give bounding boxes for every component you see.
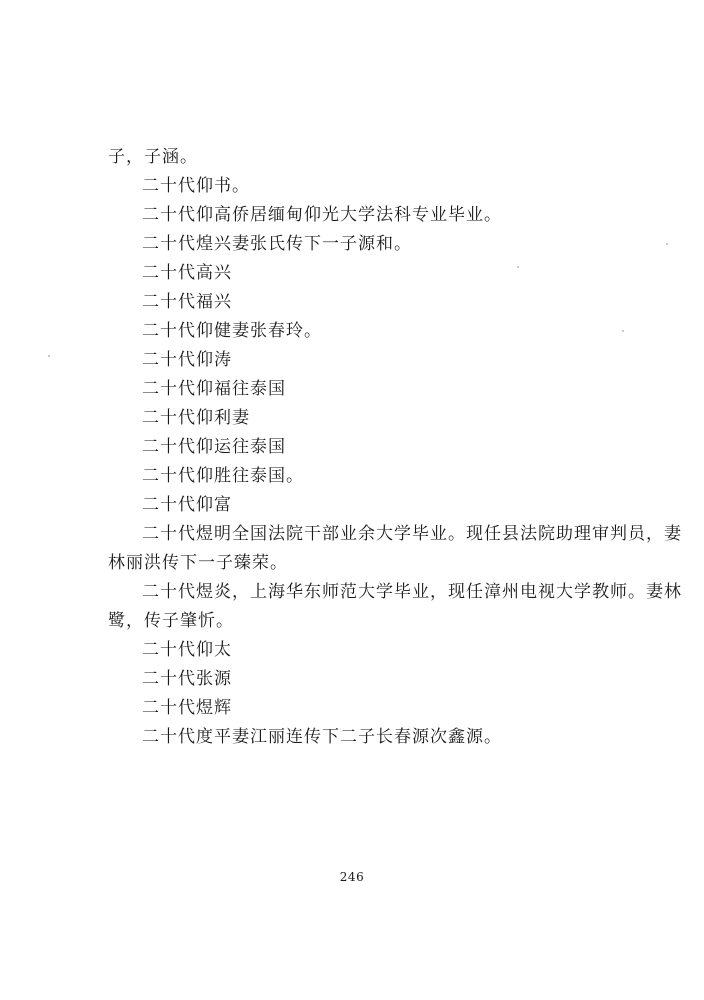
scan-speck <box>666 243 668 245</box>
scan-speck <box>48 355 50 357</box>
text-line: 二十代仰健妻张春玲。 <box>142 321 322 341</box>
text-line: 二十代煜辉 <box>142 698 232 718</box>
text-line: 二十代煜明全国法院干部业余大学毕业。现任县法院助理审判员，妻 <box>142 524 682 544</box>
text-line: 林丽洪传下一子臻荣。 <box>108 553 288 573</box>
text-line: 二十代张源 <box>142 669 232 689</box>
text-line: 二十代高兴 <box>142 263 232 283</box>
text-line: 二十代仰书。 <box>142 176 250 196</box>
text-line: 二十代煜炎，上海华东师范大学毕业，现任漳州电视大学教师。妻林 <box>142 582 682 602</box>
text-line: 鹭，传子肇忻。 <box>108 611 234 631</box>
text-line: 子，子涵。 <box>108 147 198 167</box>
text-line: 二十代仰胜往泰国。 <box>142 466 304 486</box>
page-number: 246 <box>339 870 365 884</box>
text-line: 二十代仰富 <box>142 495 232 515</box>
text-line: 二十代度平妻江丽连传下二子长春源次鑫源。 <box>142 727 502 747</box>
text-line: 二十代仰高侨居缅甸仰光大学法科专业毕业。 <box>142 205 502 225</box>
text-line: 二十代煌兴妻张氏传下一子源和。 <box>142 234 412 254</box>
text-line: 二十代仰太 <box>142 640 232 660</box>
scan-speck <box>622 330 624 332</box>
text-line: 二十代仰运往泰国 <box>142 437 286 457</box>
text-line: 二十代仰利妻 <box>142 408 250 428</box>
genealogy-text <box>108 146 682 755</box>
text-line: 二十代仰涛 <box>142 350 232 370</box>
text-line: 二十代仰福往泰国 <box>142 379 286 399</box>
text-line: 二十代福兴 <box>142 292 232 312</box>
scan-speck <box>517 266 519 268</box>
